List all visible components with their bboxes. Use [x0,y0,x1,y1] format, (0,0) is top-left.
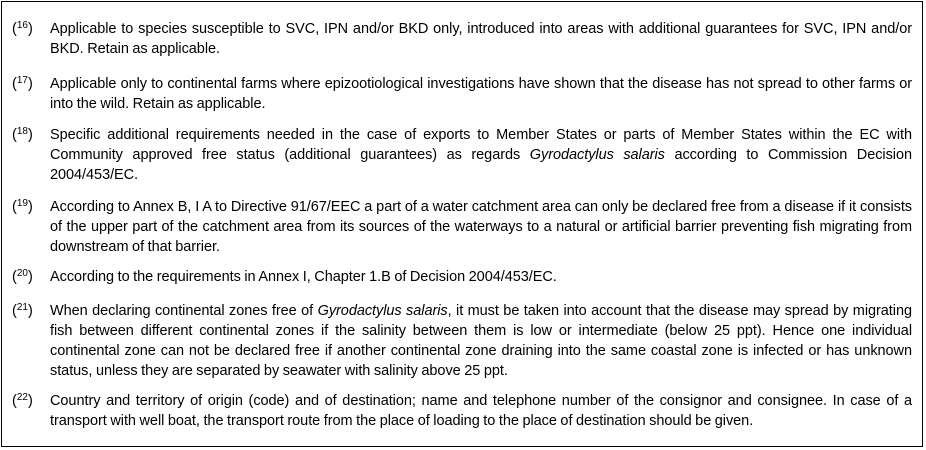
footnote-text: Applicable to species susceptible to SVC, IPN and/or BKD only, introduced into areas with additional guarantees for SVC, IPN and/or BKD. Retain as applicable. [50,21,912,57]
footnote-text: When declaring continental zones free of Gyrodactylus salaris, it must be taken into account that the disease may spread by migrating fish between different continental zones if the salinity between them is low or intermediate (below 25 ppt). Hence one individual continental zone can not be declared free if another continental zone draining into the same coastal zone is infected or has unknown status, unless they are separated by seawater with salinity above 25 ppt. [50,303,912,379]
footnote-number: ($^{22}$) [12,392,33,409]
footnote-number: ($^{18}$) [12,126,33,143]
footnote-number: ($^{21}$) [12,302,33,319]
footnote-text: According to the requirements in Annex I, Chapter 1.B of Decision 2004/453/EC. [50,269,557,285]
species-name: Gyrodactylus salaris [529,147,665,163]
footnote-number: ($^{17}$) [12,75,33,92]
footnote-number: ($^{16}$) [12,20,33,37]
footnote-number: ($^{19}$) [12,198,33,215]
footnote-number: ($^{20}$) [12,268,33,285]
footnote-text: Specific additional requirements needed in the case of exports to Member States or parts of Member States within the EC with Community approved free status (additional guarantees) as regards Gyrodactylus salaris according to Commission Decision 2004/453/EC. [50,127,912,183]
species-name: Gyrodactylus salaris [317,303,448,319]
footnote-text: Applicable only to continental farms where epizootiological investigations have shown that the disease has not spread to other farms or into the wild. Retain as applicable. [50,76,912,112]
footnote-text: According to Annex B, I A to Directive 91/67/EEC a part of a water catchment area can only be declared free from a disease if it consists of the upper part of the catchment area from its sources of the waterways to a natural or artificial barrier preventing fish migrating from downstream of that barrier. [50,199,912,255]
footnotes-box [1,1,923,447]
footnote-text: Country and territory of origin (code) and of destination; name and telephone number of the consignor and consignee. In case of a transport with well boat, the transport route from the place of loading to the place of destination should be given. [50,393,912,429]
